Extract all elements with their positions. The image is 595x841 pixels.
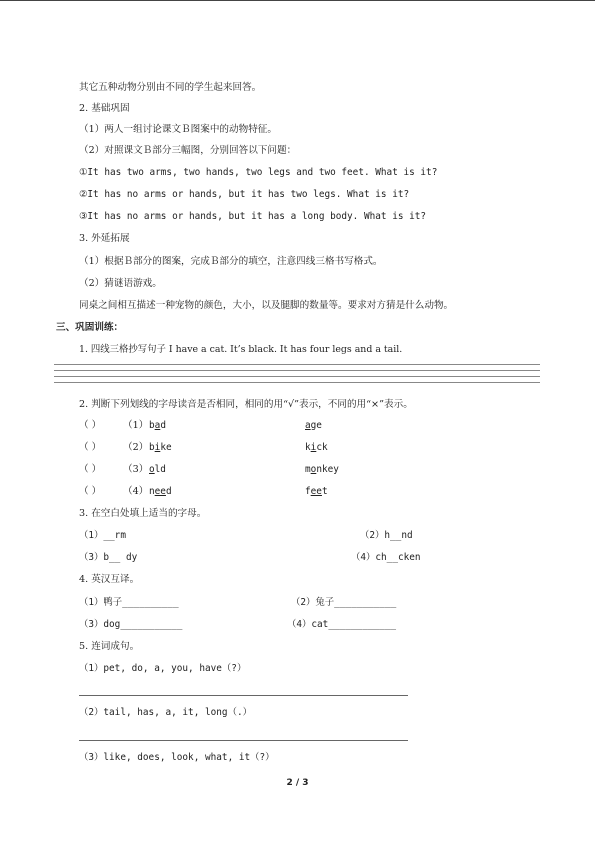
word-right: feet — [305, 486, 328, 497]
item-number: （4） — [123, 486, 149, 497]
order-item: （1）pet, do, a, you, have（?） — [79, 663, 247, 674]
exercise-title: 2. 判断下列划线的字母读音是否相同，相同的用“√”表示，不同的用“×”表示。 — [79, 399, 413, 410]
fill-item[interactable]: （4）ch__cken — [351, 552, 421, 563]
word-left: bike — [149, 442, 172, 453]
question-line: ①It has two arms, two hands, two legs and two feet. What is it? — [79, 167, 438, 178]
translate-item[interactable]: （4）cat____________ — [287, 619, 397, 630]
text-line: 同桌之间相互描述一种宠物的颜色，大小，以及腿脚的数量等。要求对方猜是什么动物。 — [79, 300, 454, 311]
question-line: ③It has no arms or hands, but it has a long body. What is it? — [79, 211, 427, 222]
translate-item[interactable]: （2）兔子___________ — [291, 597, 397, 608]
question-line: ②It has no arms or hands, but it has two legs. What is it? — [79, 189, 410, 200]
word-right: monkey — [305, 464, 339, 475]
item-number: （2） — [123, 442, 149, 453]
item-number: （3） — [123, 464, 149, 475]
text-line: （2）对照课文Ｂ部分三幅图，分别回答以下问题： — [79, 145, 297, 156]
page-number: 2 / 3 — [286, 778, 309, 788]
answer-paren[interactable]: （ ） — [79, 464, 102, 475]
exercise-title: 5. 连词成句。 — [79, 641, 140, 652]
answer-paren[interactable]: （ ） — [79, 486, 102, 497]
text-line: （1）两人一组讨论课文Ｂ图案中的动物特征。 — [79, 124, 277, 135]
fill-item[interactable]: （2）h__nd — [360, 530, 413, 541]
order-item: （2）tail, has, a, it, long（.） — [79, 707, 252, 718]
text-line: 其它五种动物分别由不同的学生起来回答。 — [79, 82, 262, 93]
word-right: kick — [305, 442, 328, 453]
text-line: （1）根据Ｂ部分的图案，完成Ｂ部分的填空，注意四线三格书写格式。 — [79, 256, 383, 267]
fill-item[interactable]: （1）__rm — [79, 530, 126, 541]
writing-line — [54, 364, 540, 365]
exercise-title: 4. 英汉互译。 — [79, 574, 140, 585]
answer-line[interactable] — [79, 695, 408, 696]
writing-line — [54, 376, 540, 377]
translate-item[interactable]: （1）鸭子__________ — [79, 597, 179, 608]
answer-line[interactable] — [79, 740, 408, 741]
fill-item[interactable]: （3）b__ dy — [79, 552, 138, 563]
answer-paren[interactable]: （ ） — [79, 420, 102, 431]
answer-paren[interactable]: （ ） — [79, 442, 102, 453]
item-number: （1） — [123, 420, 149, 431]
section-heading: 2. 基础巩固 — [79, 103, 130, 114]
word-left: need — [149, 486, 172, 497]
word-left: old — [149, 464, 166, 475]
top-rule — [0, 0, 595, 1]
order-item: （3）like, does, look, what, it（?） — [79, 752, 275, 763]
section-heading: 3. 外延拓展 — [79, 233, 130, 244]
word-left: bad — [149, 420, 166, 431]
exercise-title: 3. 在空白处填上适当的字母。 — [79, 508, 207, 519]
word-right: age — [305, 420, 322, 431]
text-line: （2）猜谜语游戏。 — [79, 278, 162, 289]
writing-line — [54, 370, 540, 371]
part-heading: 三、巩固训练： — [56, 322, 124, 333]
exercise-title: 1. 四线三格抄写句子 I have a cat. It’s black. It has four legs and a tail. — [79, 344, 403, 355]
translate-item[interactable]: （3）dog___________ — [79, 619, 183, 630]
writing-line — [54, 382, 540, 383]
